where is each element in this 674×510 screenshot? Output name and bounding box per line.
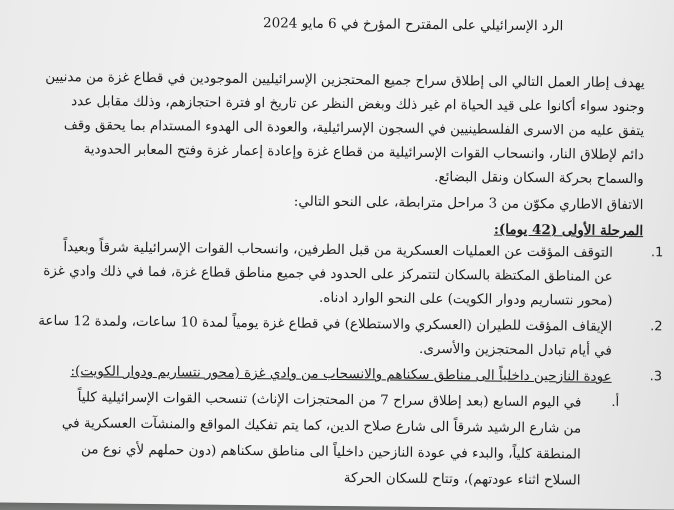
intro-line-2: وجنود سواء أكانوا على قيد الحياة ام غير ذلك وبغض النظر عن تاريخ او فترة احتجازهم، وذلك مقابل عدد xyxy=(72,93,646,116)
phase-one-heading: المرحلة الأولى (42 يوما): xyxy=(494,221,645,240)
item-2-line-2: في أيام تبادل المحتجزين والأسرى. xyxy=(419,340,614,359)
item-1-line-1: التوقف المؤقت عن العمليات العسكرية من قبل الطرفين، وانسحاب القوات الإسرائيلية شرقاً وبعيداً xyxy=(64,239,615,261)
item-3-line-1 xyxy=(71,363,612,385)
sub-item-line-3: المنطقة كلياً، والبدء في عودة النازحين داخلياً الى مناطق سكناهم (دون حملهم لأي نوع من xyxy=(81,441,582,463)
document-title: الرد الإسرائيلي على المقترح المؤرخ في 6 مايو 2024 xyxy=(263,15,565,35)
intro-line-3: يتفق عليه من الاسرى الفلسطينيين في السجون الإسرائيلية، والعودة الى الهدوء المستدام بما يحقق وقف xyxy=(64,117,646,140)
sub-item-line-2: من شارع الرشيد شرقاً الى شارع صلاح الدين، كما يتم تفكيك المواقع والمنشآت العسكرية في xyxy=(62,415,583,437)
sub-item-line-1: في اليوم السابع (بعد إطلاق سراح 7 من المحتجزات الإناث) تنسحب القوات الإسرائيلية كلياً xyxy=(78,389,583,411)
item-3-number: 3. xyxy=(650,369,664,385)
item-1-line-3: (محور نتساريم ودوار الكويت) على النحو الوارد ادناه. xyxy=(319,289,614,309)
item-3-heading: عودة النازحين داخلياً الى مناطق سكناهم والانسحاب من وادي غزة (محور نتساريم ودوار الكويت): xyxy=(71,363,613,385)
item-1-number: 1. xyxy=(651,245,665,261)
item-1-line-2: عن المناطق المكتظة بالسكان لتتمركز على الحدود في جميع مناطق قطاع غزة، فما في ذلك وادي غزة xyxy=(44,262,614,285)
sub-item-letter: أ. xyxy=(612,394,621,410)
sub-item-line-4: السلاح اثناء عودتهم)، وتتاح للسكان الحركة xyxy=(344,470,582,489)
intro-line-5: والسماح بحركة السكان ونقل البضائع. xyxy=(435,168,645,188)
intro-line-1: يهدف إطار العمل التالي الى إطلاق سراح جميع المحتجزين الإسرائيليين الموجودين في قطاع غزة من مدنيين xyxy=(46,68,646,92)
framework-line: الاتفاق الاطاري مكوّن من 3 مراحل مترابطة، على النحو التالي: xyxy=(294,193,645,214)
item-2-number: 2. xyxy=(651,319,664,335)
intro-line-4: دائم لإطلاق النار، وانسحاب القوات الإسرائيلية من قطاع غزة وإعادة إعمار غزة وفتح المعابر الحدودية xyxy=(84,141,646,164)
item-2-line-1: الإيقاف المؤقت للطيران (العسكري والاستطلاع) في قطاع غزة يومياً لمدة 10 ساعات، ولمدة 12 ساعة xyxy=(39,312,614,335)
